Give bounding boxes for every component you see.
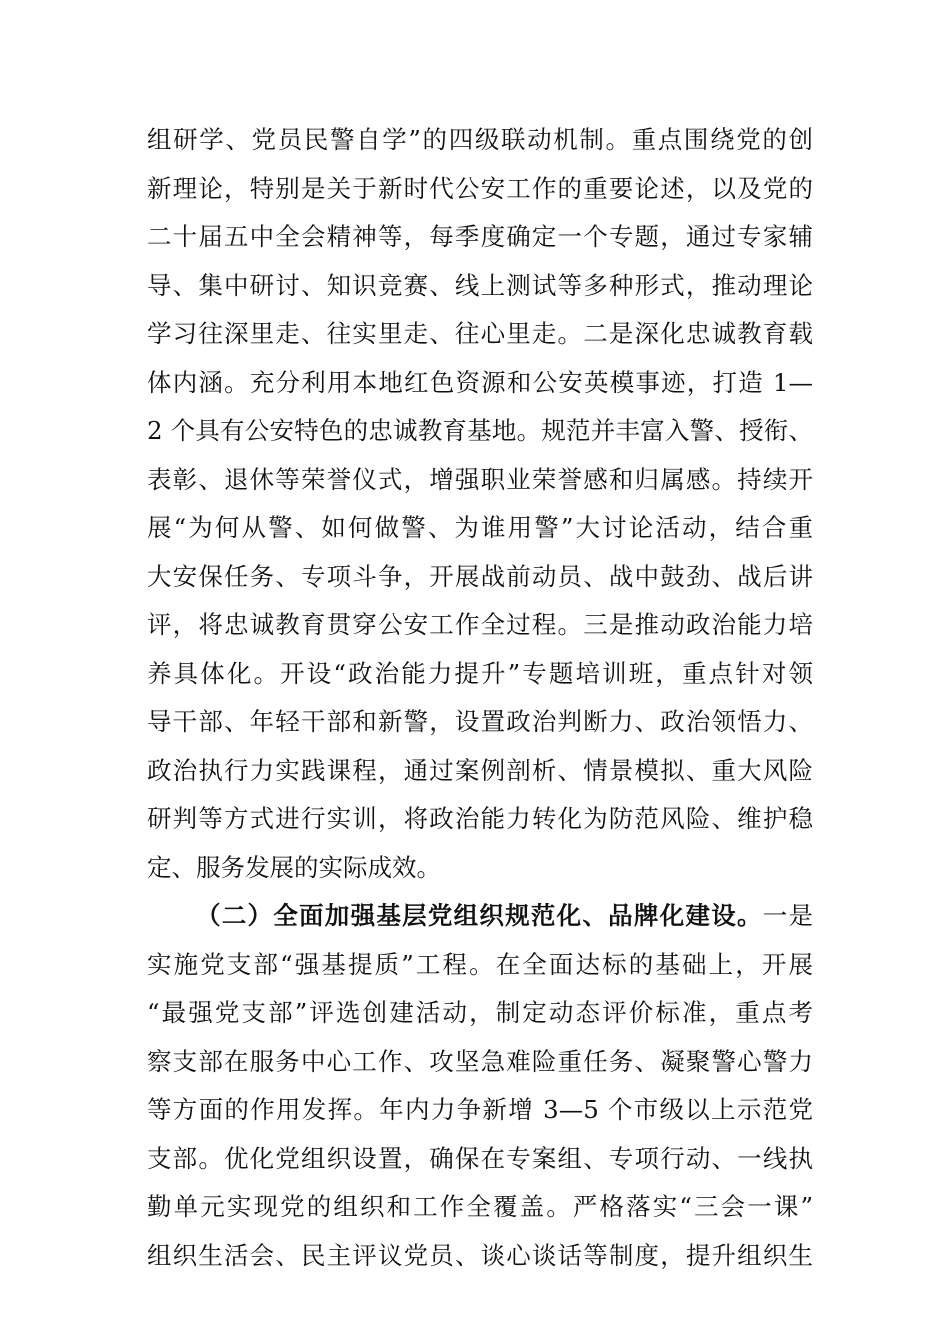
text-line: 2 个具有公安特色的忠诚教育基地。规范并丰富入警、授衔、 [147, 416, 813, 445]
text-line: 评，将忠诚教育贯穿公安工作全过程。三是推动政治能力培 [147, 610, 813, 639]
text-line: 察支部在服务中心工作、攻坚急难险重任务、凝聚警心警力 [147, 1046, 813, 1076]
text-line: 实施党支部“强基提质”工程。在全面达标的基础上，开展 [147, 949, 813, 979]
text-line: 表彰、退休等荣誉仪式，增强职业荣誉感和归属感。持续开 [147, 464, 813, 494]
section-heading: （二）全面加强基层党组织规范化、品牌化建设。 [196, 901, 763, 930]
text-line: 导、集中研讨、知识竞赛、线上测试等多种形式，推动理论 [147, 270, 813, 300]
text-line: 展“为何从警、如何做警、为谁用警”大讨论活动，结合重 [147, 513, 813, 542]
text-line: 养具体化。开设“政治能力提升”专题培训班，重点针对领 [147, 658, 813, 688]
text-line: 政治执行力实践课程，通过案例剖析、情景模拟、重大风险 [147, 755, 813, 785]
text-line: 研判等方式进行实训，将政治能力转化为防范风险、维护稳 [147, 804, 813, 833]
section-heading-continuation: 一是 [762, 901, 814, 930]
text-line: 等方面的作用发挥。年内力争新增 3—5 个市级以上示范党 [147, 1095, 813, 1124]
text-line: 新理论，特别是关于新时代公安工作的重要论述，以及党的 [147, 173, 813, 203]
text-line: 组织生活会、民主评议党员、谈心谈话等制度，提升组织生 [147, 1240, 813, 1270]
section-heading-line [147, 892, 813, 941]
text-line: 导干部、年轻干部和新警，设置政治判断力、政治领悟力、 [147, 707, 813, 736]
text-line: 大安保任务、专项斗争，开展战前动员、战中鼓劲、战后讲 [147, 561, 813, 591]
text-line: 学习往深里走、往实里走、往心里走。二是深化忠诚教育载 [147, 319, 813, 348]
text-line: 二十届五中全会精神等，每季度确定一个专题，通过专家辅 [147, 222, 813, 251]
text-line: 体内涵。充分利用本地红色资源和公安英模事迹，打造 1— [147, 367, 813, 397]
text-line: 组研学、党员民警自学”的四级联动机制。重点围绕党的创 [147, 125, 813, 154]
text-line: 勤单元实现党的组织和工作全覆盖。严格落实“三会一课” [147, 1192, 813, 1221]
body-text [147, 116, 813, 1280]
text-line: 定、服务发展的实际成效。 [147, 852, 441, 882]
text-line: “最强党支部”评选创建活动，制定动态评价标准，重点考 [147, 998, 813, 1027]
text-line: 支部。优化党组织设置，确保在专案组、专项行动、一线执 [147, 1143, 813, 1173]
